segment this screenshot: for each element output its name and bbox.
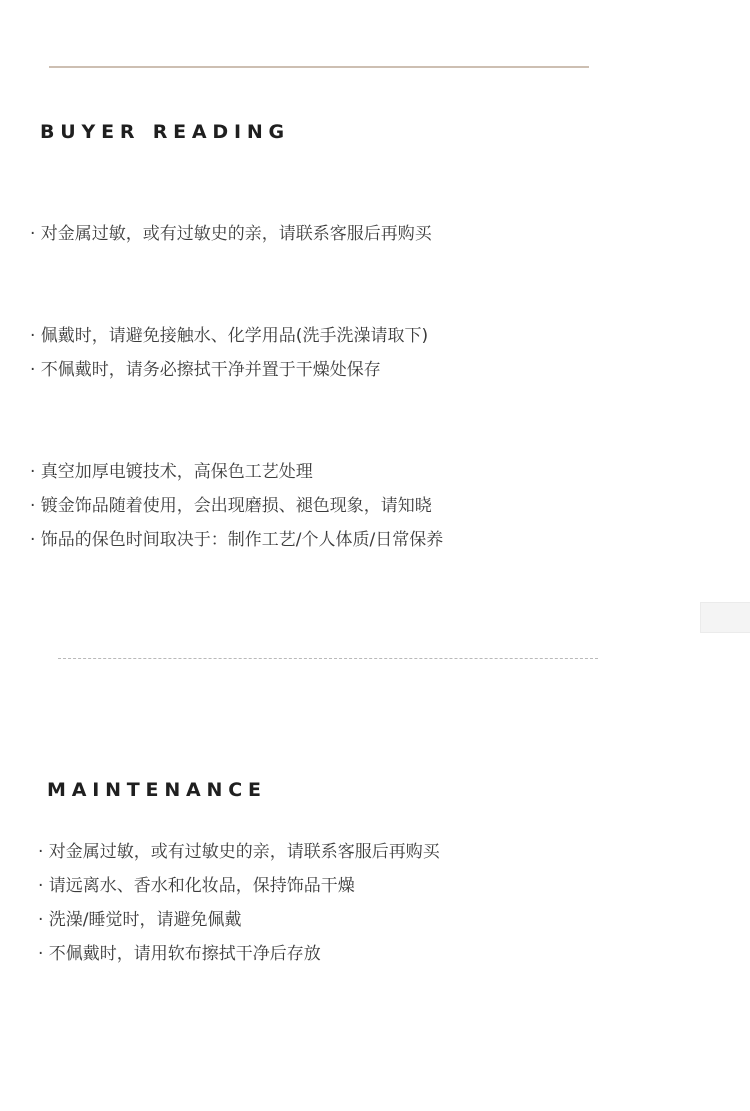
side-float-tab[interactable] — [700, 602, 750, 633]
buyer-reading-line: · 镀金饰品随着使用，会出现磨损、褪色现象，请知晓 — [30, 496, 432, 516]
top-divider — [49, 66, 589, 68]
buyer-reading-heading: BUYER READING — [40, 121, 290, 143]
buyer-reading-line: · 佩戴时，请避免接触水、化学用品(洗手洗澡请取下) — [30, 326, 429, 346]
buyer-reading-line: · 对金属过敏，或有过敏史的亲，请联系客服后再购买 — [30, 224, 432, 244]
maintenance-line: · 对金属过敏，或有过敏史的亲，请联系客服后再购买 — [38, 842, 440, 862]
buyer-reading-line: · 真空加厚电镀技术，高保色工艺处理 — [30, 462, 313, 482]
dashed-divider — [58, 658, 598, 659]
buyer-reading-line: · 饰品的保色时间取决于：制作工艺/个人体质/日常保养 — [30, 530, 444, 550]
maintenance-line: · 不佩戴时，请用软布擦拭干净后存放 — [38, 944, 321, 964]
maintenance-heading: MAINTENANCE — [47, 779, 267, 801]
maintenance-line: · 洗澡/睡觉时，请避免佩戴 — [38, 910, 242, 930]
buyer-reading-line: · 不佩戴时，请务必擦拭干净并置于干燥处保存 — [30, 360, 381, 380]
maintenance-line: · 请远离水、香水和化妆品，保持饰品干燥 — [38, 876, 355, 896]
